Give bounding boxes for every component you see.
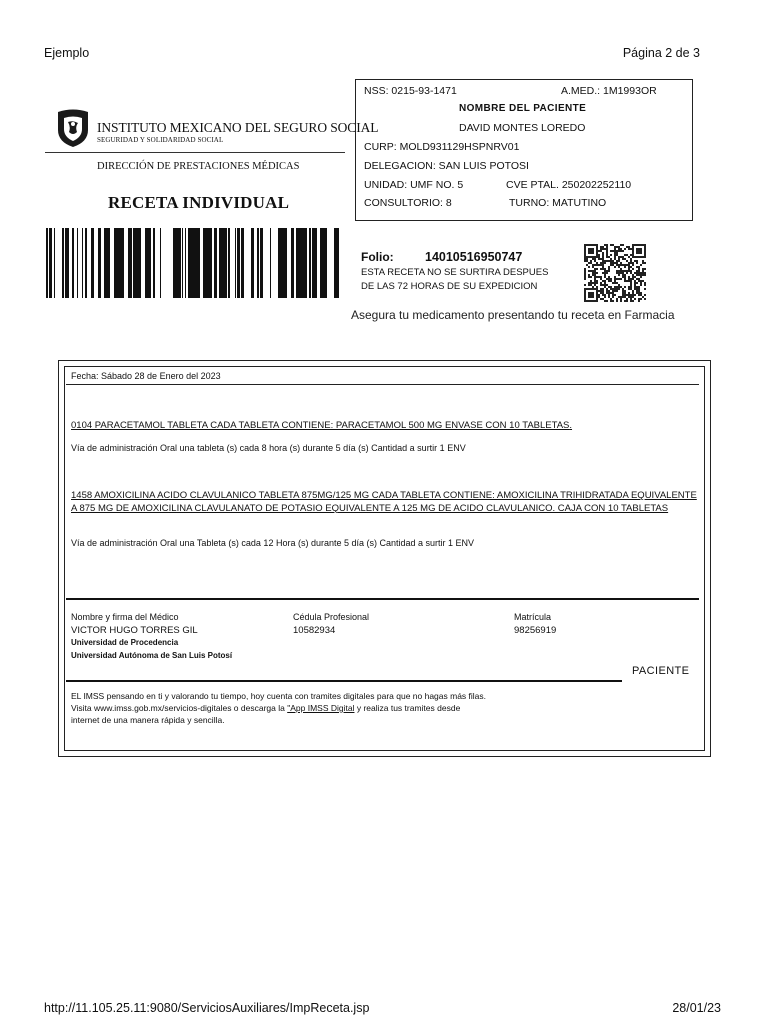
barcode-icon (46, 228, 342, 298)
doctor-name-label: Nombre y firma del Médico (71, 612, 179, 622)
pharmacy-notice: Asegura tu medicamento presentando tu receta en Farmacia (351, 308, 675, 322)
doctor-name: VICTOR HUGO TORRES GIL (71, 625, 198, 636)
university-label: Universidad de Procedencia (71, 638, 179, 647)
page-number: Página 2 de 3 (622, 46, 700, 60)
expiry-note: DE LAS 72 HORAS DE SU EXPEDICION (361, 281, 538, 292)
qr-code-icon (584, 244, 646, 302)
app-imss-digital-link[interactable]: "App IMSS Digital (287, 703, 355, 713)
page-header-left: Ejemplo (44, 46, 90, 60)
prescription-date: Fecha: Sábado 28 de Enero del 2023 (71, 371, 221, 381)
imss-note: EL IMSS pensando en ti y valorando tu tiempo, hoy cuenta con tramites digitales para que no hagas más filas. (71, 691, 487, 701)
patient-consultorio: CONSULTORIO: 8 (364, 197, 452, 209)
divider (66, 384, 699, 385)
imss-note: internet de una manera rápida y sencilla. (71, 715, 225, 725)
medication-instructions: Vía de administración Oral una tableta (s) cada 8 hora (s) durante 5 día (s) Cantidad a surtir 1 ENV (71, 443, 466, 453)
expiry-note: ESTA RECETA NO SE SURTIRA DESPUES (361, 267, 549, 278)
divider (66, 598, 699, 600)
cedula-value: 10582934 (293, 625, 336, 636)
footer-date: 28/01/23 (672, 1001, 721, 1015)
folio-label: Folio: (361, 250, 394, 264)
institution-name: INSTITUTO MEXICANO DEL SEGURO SOCIAL (97, 120, 379, 135)
patient-unidad: UNIDAD: UMF NO. 5 (364, 179, 464, 191)
medication-name: 0104 PARACETAMOL TABLETA CADA TABLETA CONTIENE: PARACETAMOL 500 MG ENVASE CON 10 TABLETAS (71, 420, 570, 431)
imss-note (71, 703, 460, 713)
signature-line (66, 680, 622, 682)
footer-url: http://11.105.25.11:9080/ServiciosAuxiliares/ImpReceta.jsp (44, 1001, 370, 1015)
patient-delegacion: DELEGACION: SAN LUIS POTOSI (364, 160, 529, 172)
imss-note-text: Visita www.imss.gob.mx/servicios-digitales o descarga la (71, 703, 288, 713)
cedula-label: Cédula Profesional (293, 612, 370, 622)
institution-subtitle: SEGURIDAD Y SOLIDARIDAD SOCIAL (97, 136, 224, 144)
imss-logo-icon (55, 108, 91, 148)
patient-cve-ptal: CVE PTAL. 250202252110 (506, 179, 632, 191)
divider (45, 152, 345, 153)
patient-curp: CURP: MOLD931129HSPNRV01 (364, 141, 520, 153)
patient-turno: TURNO: MATUTINO (509, 197, 607, 209)
matricula-label: Matrícula (514, 612, 552, 622)
medication-name: 1458 AMOXICILINA ACIDO CLAVULANICO TABLETA 875MG/125 MG CADA TABLETA CONTIENE: AMOXICILINA TRIHIDRATADA EQUIVALENTE A 875 MG DE AMOXICILINA CLAVULANATO DE POTASIO EQUIVALENTE A 125 MG DE ACIDO CLAVULANICO. CAJA CON 10 TABLETAS (71, 490, 697, 514)
matricula-value: 98256919 (514, 625, 557, 636)
patient-name-label: NOMBRE DEL PACIENTE (459, 103, 587, 114)
document-title: RECETA INDIVIDUAL (108, 193, 290, 212)
medication-instructions: Vía de administración Oral una Tableta (s) cada 12 Hora (s) durante 5 día (s) Cantidad a surtir 1 ENV (71, 538, 475, 548)
patient-signature-label: PACIENTE (632, 665, 690, 677)
patient-name: DAVID MONTES LOREDO (459, 122, 586, 134)
medication-item (71, 490, 699, 515)
folio-number: 14010516950747 (425, 250, 523, 264)
trailing-period: . (569, 420, 573, 431)
direccion-label: DIRECCIÓN DE PRESTACIONES MÉDICAS (97, 161, 300, 172)
patient-amed: A.MED.: 1M1993OR (561, 85, 657, 97)
medication-item (71, 420, 695, 433)
patient-nss: NSS: 0215-93-1471 (364, 85, 457, 97)
imss-note-text: y realiza tus tramites desde (354, 703, 461, 713)
university-name: Universidad Autónoma de San Luis Potosí (71, 651, 233, 660)
